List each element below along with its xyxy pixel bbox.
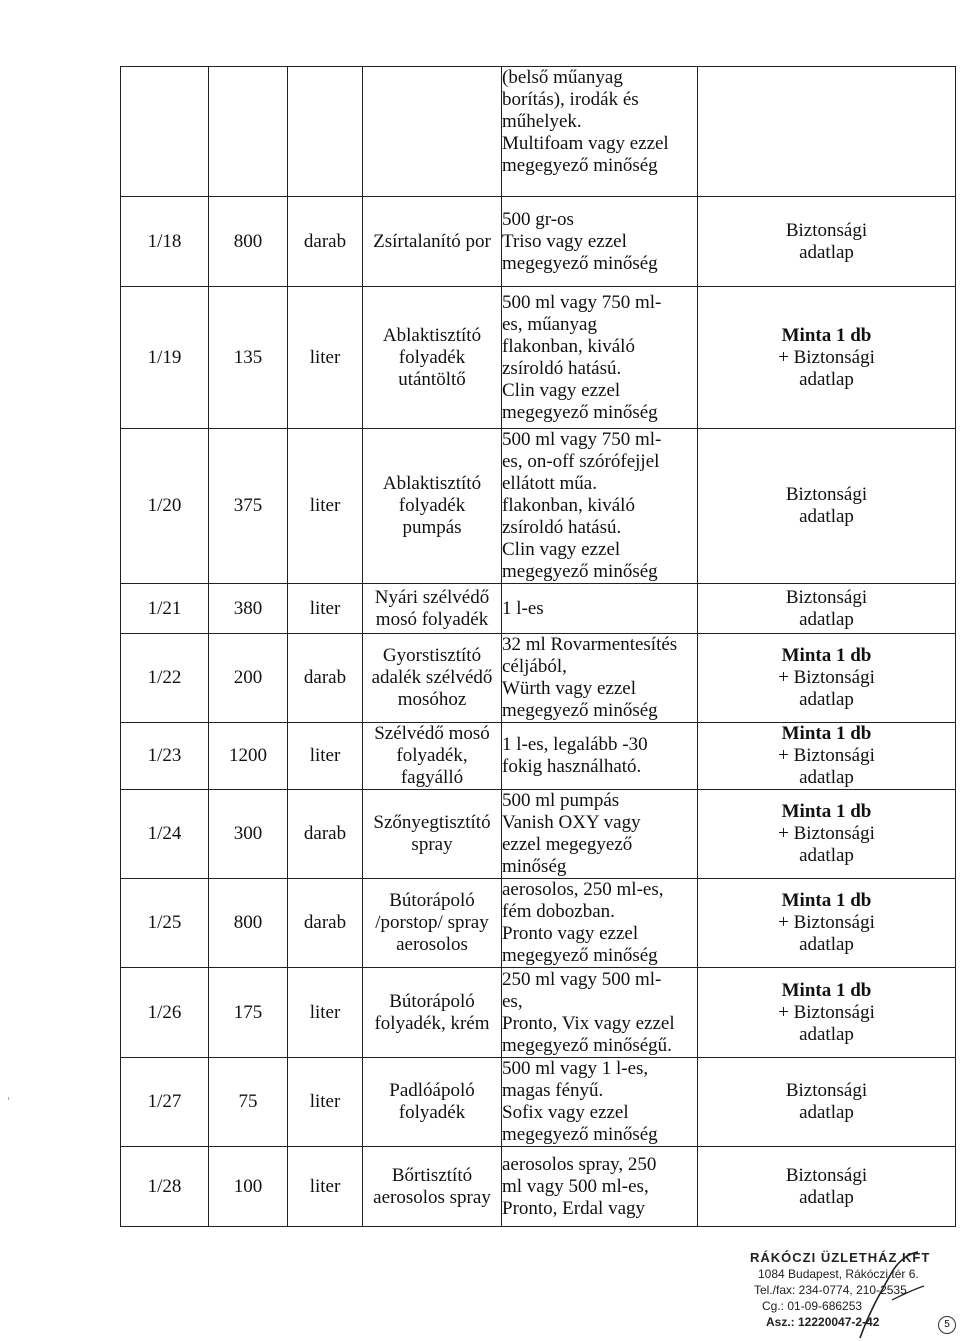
cell-qty: 100 — [209, 1147, 288, 1227]
cell-description: 1 l-es — [502, 584, 698, 634]
cell-document — [698, 879, 956, 968]
cell-unit: liter — [288, 429, 363, 584]
table-row — [121, 879, 956, 968]
cell-qty: 135 — [209, 287, 288, 429]
cell-document — [698, 1147, 956, 1227]
stamp-registration: Cg.: 01-09-686253 — [762, 1299, 863, 1313]
cell-description: 500 ml pumpás Vanish OXY vagy ezzel megegyező minőség — [502, 790, 698, 879]
cell-description: 1 l-es, legalább -30 fokig használható. — [502, 723, 698, 790]
cell-name: Szőnyegtisztító spray — [363, 790, 502, 879]
cell-no: 1/25 — [121, 879, 209, 968]
safety-sheet-label: Biztonsági adatlap — [785, 586, 868, 630]
cell-qty: 200 — [209, 634, 288, 723]
cell-name: Nyári szélvédő mosó folyadék — [363, 584, 502, 634]
cell-name: Szélvédő mosó folyadék, fagyálló — [363, 723, 502, 790]
sample-required-label: Minta 1 db — [781, 324, 872, 346]
cell-description: (belső műanyag borítás), irodák és műhelyek. Multifoam vagy ezzel megegyező minőség — [502, 67, 698, 197]
stamp-address: 1084 Budapest, Rákóczi tér 6. — [758, 1267, 919, 1281]
cell-description: 500 ml vagy 750 ml- es, on-off szórófejjel ellátott műa. flakonban, kiváló zsíroldó hatású. Clin vagy ezzel megegyező minőség — [502, 429, 698, 584]
cell-no: 1/28 — [121, 1147, 209, 1227]
cell-qty: 380 — [209, 584, 288, 634]
stamp-tax-number: Asz.: 12220047-2-42 — [766, 1315, 880, 1329]
cell-document — [698, 723, 956, 790]
cell-document — [698, 790, 956, 879]
cell-description: 500 gr-os Triso vagy ezzel megegyező minőség — [502, 197, 698, 287]
cell-name: Padlóápoló folyadék — [363, 1058, 502, 1147]
table-row — [121, 287, 956, 429]
cell-unit: darab — [288, 879, 363, 968]
safety-sheet-label: + Biztonsági adatlap — [778, 912, 875, 955]
company-stamp — [742, 1250, 960, 1341]
cell-unit: darab — [288, 634, 363, 723]
cell-no: 1/18 — [121, 197, 209, 287]
cell-qty: 175 — [209, 968, 288, 1058]
page-number: 5 — [938, 1316, 956, 1334]
cell-description: 500 ml vagy 1 l-es, magas fényű. Sofix vagy ezzel megegyező minőség — [502, 1058, 698, 1147]
cell-qty — [209, 67, 288, 197]
cell-no: 1/23 — [121, 723, 209, 790]
table-row — [121, 790, 956, 879]
sample-required-label: Minta 1 db — [781, 890, 872, 911]
table-row — [121, 723, 956, 790]
table-row — [121, 429, 956, 584]
safety-sheet-label: Biztonsági adatlap — [785, 1080, 868, 1123]
cell-name: Bútorápoló /porstop/ spray aerosolos — [363, 879, 502, 968]
cell-unit: liter — [288, 1147, 363, 1227]
cell-document — [698, 287, 956, 429]
cell-unit: liter — [288, 584, 363, 634]
cell-unit — [288, 67, 363, 197]
cell-name: Ablaktisztító folyadék utántöltő — [363, 287, 502, 429]
cell-no: 1/21 — [121, 584, 209, 634]
margin-tick — [8, 1097, 9, 1100]
cell-unit: darab — [288, 197, 363, 287]
table-row — [121, 634, 956, 723]
cell-qty: 800 — [209, 879, 288, 968]
stamp-phone: Tel./fax: 234-0774, 210-2535 — [754, 1283, 907, 1297]
table-row — [121, 584, 956, 634]
product-spec-table — [120, 66, 956, 1227]
cell-no: 1/24 — [121, 790, 209, 879]
cell-unit: liter — [288, 287, 363, 429]
cell-description: 500 ml vagy 750 ml- es, műanyag flakonban, kiváló zsíroldó hatású. Clin vagy ezzel megegyező minőség — [502, 287, 698, 429]
cell-no: 1/26 — [121, 968, 209, 1058]
cell-qty: 300 — [209, 790, 288, 879]
cell-description: 250 ml vagy 500 ml- es, Pronto, Vix vagy ezzel megegyező minőségű. — [502, 968, 698, 1058]
cell-document — [698, 197, 956, 287]
cell-qty: 75 — [209, 1058, 288, 1147]
stamp-company-name: RÁKÓCZI ÜZLETHÁZ KFT — [750, 1250, 931, 1265]
cell-name: Ablaktisztító folyadék pumpás — [363, 429, 502, 584]
safety-sheet-label: + Biztonsági adatlap — [778, 346, 875, 390]
cell-name: Bútorápoló folyadék, krém — [363, 968, 502, 1058]
sample-required-label: Minta 1 db — [781, 979, 872, 1001]
cell-document — [698, 429, 956, 584]
safety-sheet-label: + Biztonsági adatlap — [778, 667, 875, 710]
signature-mark — [742, 1250, 960, 1341]
safety-sheet-label: Biztonsági adatlap — [785, 219, 868, 263]
safety-sheet-label: + Biztonsági adatlap — [778, 745, 875, 788]
cell-unit: liter — [288, 723, 363, 790]
cell-no: 1/27 — [121, 1058, 209, 1147]
cell-unit: liter — [288, 968, 363, 1058]
cell-no — [121, 67, 209, 197]
cell-unit: liter — [288, 1058, 363, 1147]
cell-unit: darab — [288, 790, 363, 879]
cell-name — [363, 67, 502, 197]
table-row — [121, 968, 956, 1058]
cell-no: 1/20 — [121, 429, 209, 584]
cell-document — [698, 1058, 956, 1147]
cell-name: Bőrtisztító aerosolos spray — [363, 1147, 502, 1227]
table-row — [121, 1147, 956, 1227]
cell-name: Zsírtalanító por — [363, 197, 502, 287]
cell-no: 1/22 — [121, 634, 209, 723]
cell-document — [698, 67, 956, 197]
sample-required-label: Minta 1 db — [781, 801, 872, 822]
safety-sheet-label: Biztonsági adatlap — [785, 1164, 868, 1208]
cell-name: Gyorstisztító adalék szélvédő mosóhoz — [363, 634, 502, 723]
table-row — [121, 1058, 956, 1147]
cell-description: aerosolos spray, 250 ml vagy 500 ml-es, Pronto, Erdal vagy — [502, 1147, 698, 1227]
safety-sheet-label: + Biztonsági adatlap — [778, 823, 875, 866]
table-row-continuation — [121, 67, 956, 197]
sample-required-label: Minta 1 db — [781, 723, 872, 744]
safety-sheet-label: + Biztonsági adatlap — [778, 1001, 875, 1045]
cell-qty: 375 — [209, 429, 288, 584]
cell-document — [698, 634, 956, 723]
sample-required-label: Minta 1 db — [781, 645, 872, 666]
table-row — [121, 197, 956, 287]
cell-qty: 800 — [209, 197, 288, 287]
cell-document — [698, 968, 956, 1058]
cell-no: 1/19 — [121, 287, 209, 429]
cell-qty: 1200 — [209, 723, 288, 790]
cell-document — [698, 584, 956, 634]
safety-sheet-label: Biztonsági adatlap — [785, 484, 868, 527]
cell-description: aerosolos, 250 ml-es, fém dobozban. Pronto vagy ezzel megegyező minőség — [502, 879, 698, 968]
cell-description: 32 ml Rovarmentesítés céljából, Würth vagy ezzel megegyező minőség — [502, 634, 698, 723]
